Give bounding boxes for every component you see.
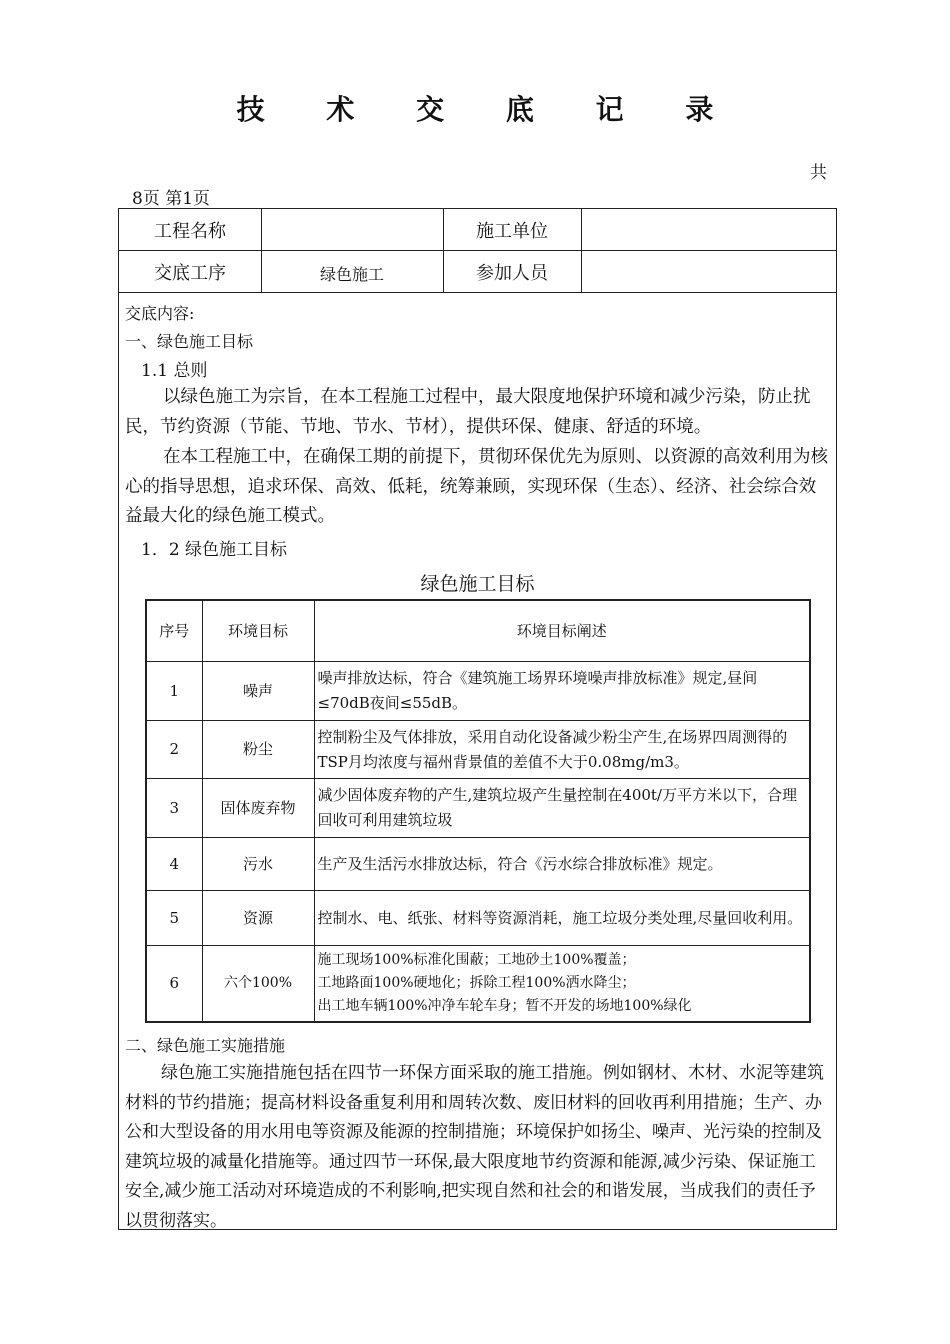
document-title: 技 术 交 底 记 录	[236, 93, 740, 126]
row-description-line: 工地路面100%硬地化；拆除工程100%洒水降尘；	[317, 974, 636, 991]
green-goals-table	[145, 599, 811, 1023]
project-name-value	[261, 209, 443, 250]
table-caption: 绿色施工目标	[420, 573, 535, 595]
section-1-heading: 一、绿色施工目标	[125, 332, 254, 351]
header-row-project	[119, 209, 836, 251]
row-number: 5	[146, 891, 202, 946]
record-form	[118, 208, 837, 1230]
table-row	[146, 838, 810, 891]
row-description-line: 施工现场100%标准化围蔽；工地砂土100%覆盖；	[317, 951, 636, 968]
table-row	[146, 891, 810, 946]
row-description-line: 出工地车辆100%冲净车轮车身；暂不开发的场地100%绿化	[317, 997, 692, 1014]
row-description: 控制粉尘及气体排放，采用自动化设备减少粉尘产生,在场界四周测得的TSP月均浓度与福州背景值的差值不大于0.08mg/m3。	[314, 721, 810, 779]
row-target: 资源	[202, 891, 314, 946]
column-header: 环境目标	[202, 600, 314, 662]
page-info: 8页 第1页	[132, 189, 211, 209]
row-description	[314, 946, 810, 1022]
row-description: 噪声排放达标，符合《建筑施工场界环境噪声排放标准》规定,昼间≤70dB夜间≤55dB。	[314, 662, 810, 721]
table-row	[146, 946, 810, 1022]
process-label: 交底工序	[154, 262, 226, 284]
header-row-process	[119, 251, 836, 293]
row-target: 噪声	[202, 662, 314, 721]
table-row	[146, 662, 810, 721]
row-target: 六个100%	[202, 946, 314, 1022]
construction-unit-value	[581, 209, 836, 250]
row-number: 2	[146, 721, 202, 779]
row-target: 污水	[202, 838, 314, 891]
participants-label: 参加人员	[476, 262, 548, 284]
subsection-1-1: 1.1 总则	[141, 361, 208, 381]
table-header-row	[146, 600, 810, 662]
row-number: 1	[146, 662, 202, 721]
paragraph-1	[125, 383, 829, 442]
paragraph-2-text: 在本工程施工中，在确保工期的前提下，贯彻环保优先为原则、以资源的高效利用为核心的指导思想，追求环保、高效、低耗，统筹兼顾，实现环保（生态）、经济、社会综合效益最大化的绿色施工模式。	[125, 447, 828, 526]
column-header: 环境目标阐述	[314, 600, 810, 662]
row-number: 3	[146, 779, 202, 838]
column-header: 序号	[146, 600, 202, 662]
table-row	[146, 779, 810, 838]
participants-value	[581, 251, 836, 292]
page-total-label: 共	[810, 163, 827, 183]
content-intro: 交底内容:	[125, 304, 195, 323]
table-row	[146, 721, 810, 779]
subsection-1-2: 1．2 绿色施工目标	[141, 540, 288, 560]
row-description: 减少固体废弃物的产生,建筑垃圾产生量控制在400t/万平方米以下，合理回收可利用建筑垃圾	[314, 779, 810, 838]
paragraph-1-text: 以绿色施工为宗旨，在本工程施工过程中，最大限度地保护环境和减少污染，防止扰民，节约资源（节能、节地、节水、节材），提供环保、健康、舒适的环境。	[125, 387, 811, 437]
row-target: 固体废弃物	[202, 779, 314, 838]
section-2-heading: 二、绿色施工实施措施	[125, 1036, 286, 1055]
process-value: 绿色施工	[319, 265, 384, 284]
row-target: 粉尘	[202, 721, 314, 779]
paragraph-3-text: 绿色施工实施措施包括在四节一环保方面采取的施工措施。例如钢材、木材、水泥等建筑材料的节约措施；提高材料设备重复利用和周转次数、废旧材料的回收再利用措施；生产、办公和大型设备的用水用电等资源及能源的控制措施；环境保护如扬尘、噪声、光污染的控制及建筑垃圾的减量化措施等。通过四节一环保,最大限度地节约资源和能源,减少污染、保证施工安全,减少施工活动对环境造成的不利影响,把实现自然和社会的和谐发展，当成我们的责任予以贯彻落实。	[125, 1063, 824, 1231]
row-description: 控制水、电、纸张、材料等资源消耗，施工垃圾分类处理,尽量回收利用。	[314, 891, 810, 946]
row-number: 4	[146, 838, 202, 891]
paragraph-3	[125, 1059, 829, 1236]
construction-unit-label: 施工单位	[476, 220, 548, 242]
project-name-label: 工程名称	[154, 220, 226, 242]
row-number: 6	[146, 946, 202, 1022]
row-description: 生产及生活污水排放达标，符合《污水综合排放标准》规定。	[314, 838, 810, 891]
paragraph-2	[125, 443, 829, 532]
